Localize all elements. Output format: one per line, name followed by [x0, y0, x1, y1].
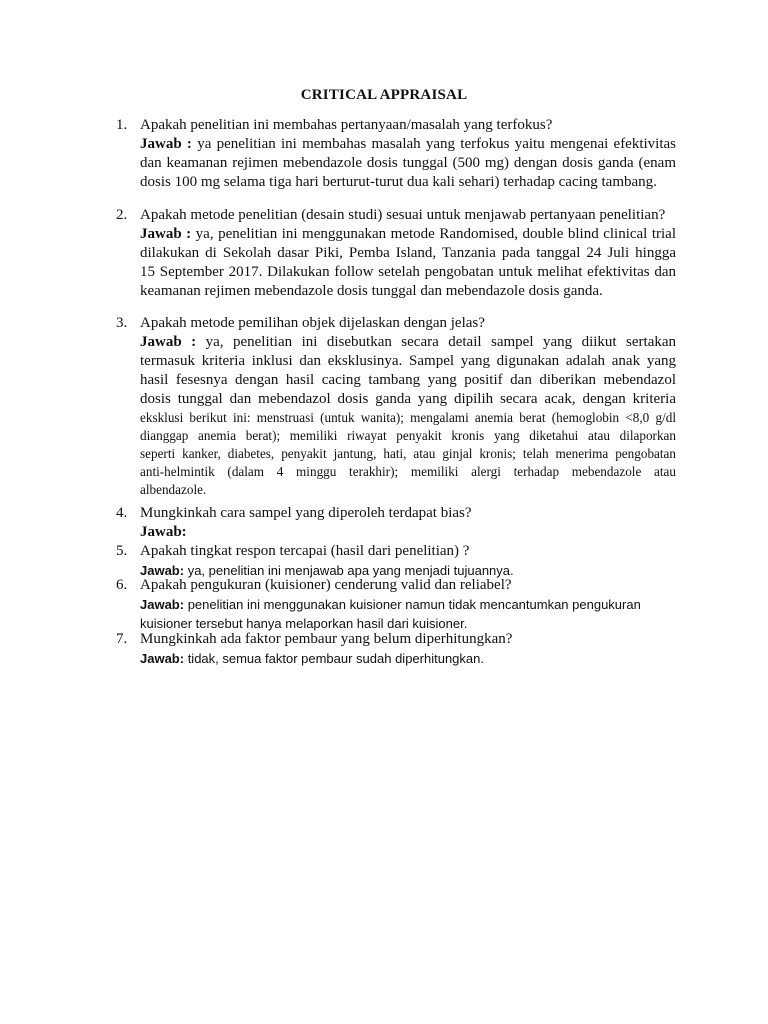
question-number: 1.	[116, 117, 128, 133]
question-number: 7.	[116, 631, 128, 647]
answer-label: Jawab :	[140, 136, 192, 152]
answer-line	[140, 649, 676, 668]
answer-line: dosis 100 mg selama tiga hari berturut-turut dua kali sehari) terhadap cacing tambang.	[140, 174, 657, 190]
answer-line: termasuk kriteria inklusi dan eksklusinya. Sampel yang digunakan adalah anak yang	[140, 353, 676, 369]
answer-line-small: seperti kanker, diabetes, penyakit jantung, hati, atau ginjal kronis; telah menerima pengobatan	[140, 446, 676, 461]
answer-block	[140, 523, 676, 542]
answer-text: penelitian ini menggunakan kuisioner namun tidak mencantumkan pengukuran	[184, 597, 641, 612]
question-number: 6.	[116, 577, 128, 593]
question-number: 3.	[116, 315, 128, 331]
answer-block	[140, 333, 676, 499]
question-text: Apakah metode penelitian (desain studi) sesuai untuk menjawab pertanyaan penelitian?	[140, 207, 666, 223]
question-text: Apakah pengukuran (kuisioner) cenderung valid dan reliabel?	[140, 577, 512, 593]
answer-label: Jawab:	[140, 524, 187, 540]
answer-line: dan keamanan rejimen mebendazole dosis tunggal (500 mg) dengan dosis ganda (enam	[140, 155, 676, 171]
answer-line-small: eksklusi berikut ini: menstruasi (untuk wanita); mengalami anemia berat (hemoglobin <8,0 g/dl	[140, 410, 676, 425]
answer-line: dilakukan di Sekolah dasar Piki, Pemba Island, Tanzania pada tanggal 24 Juli hingga	[140, 245, 676, 261]
answer-text: ya penelitian ini membahas masalah yang terfokus yaitu mengenai efektivitas	[191, 136, 677, 152]
answer-line-small: dianggap anemia berat); memiliki riwayat penyakit kronis yang diketahui atau dilaporkan	[140, 428, 676, 443]
answer-line: 15 September 2017. Dilakukan follow setelah pengobatan untuk melihat efektivitas dan	[140, 264, 676, 280]
document-title: CRITICAL APPRAISAL	[300, 87, 468, 103]
question-number: 4.	[116, 505, 128, 521]
answer-line: hasil fesesnya dengan hasil cacing tambang yang positif dan diberikan mebendazol	[140, 372, 676, 388]
answer-label: Jawab:	[140, 651, 185, 666]
answer-line	[140, 225, 676, 244]
answer-line: kuisioner tersebut hanya melaporkan hasil dari kuisioner.	[140, 616, 468, 631]
answer-line-small: anti-helmintik (dalam 4 minggu terakhir); memiliki alergi terhadap mebendazole atau	[140, 464, 676, 479]
answer-text: ya, penelitian ini disebutkan secara detail sampel yang diikut sertakan	[196, 334, 677, 350]
answer-label: Jawab :	[140, 226, 192, 242]
answer-line	[140, 135, 676, 154]
answer-label: Jawab:	[140, 563, 185, 578]
answer-line-small: albendazole.	[140, 482, 207, 497]
question-text: Apakah metode pemilihan objek dijelaskan dengan jelas?	[140, 315, 485, 331]
answer-line	[140, 595, 676, 614]
answer-label: Jawab:	[140, 597, 185, 612]
question-text: Mungkinkah cara sampel yang diperoleh terdapat bias?	[140, 505, 472, 521]
answer-block	[140, 595, 676, 633]
answer-block	[140, 225, 676, 301]
answer-label: Jawab :	[140, 334, 197, 350]
answer-line: keamanan rejimen mebendazole dosis tunggal dan mebendazole dosis ganda.	[140, 283, 603, 299]
question-text: Mungkinkah ada faktor pembaur yang belum diperhitungkan?	[140, 631, 513, 647]
answer-block	[140, 135, 676, 192]
answer-text: tidak, semua faktor pembaur sudah diperhitungkan.	[184, 651, 484, 666]
answer-text: ya, penelitian ini menggunakan metode Randomised, double blind clinical trial	[191, 226, 676, 242]
answer-line: dosis tunggal dan mebendazol dosis ganda yang dipilih secara acak, dengan kriteria	[140, 391, 676, 407]
answer-line	[140, 523, 676, 542]
question-number: 5.	[116, 543, 128, 559]
question-number: 2.	[116, 207, 128, 223]
answer-text: ya, penelitian ini menjawab apa yang menjadi tujuannya.	[184, 563, 514, 578]
answer-line	[140, 333, 676, 352]
question-text: Apakah tingkat respon tercapai (hasil dari penelitian) ?	[140, 543, 470, 559]
question-text: Apakah penelitian ini membahas pertanyaan/masalah yang terfokus?	[140, 117, 553, 133]
answer-block	[140, 649, 676, 668]
